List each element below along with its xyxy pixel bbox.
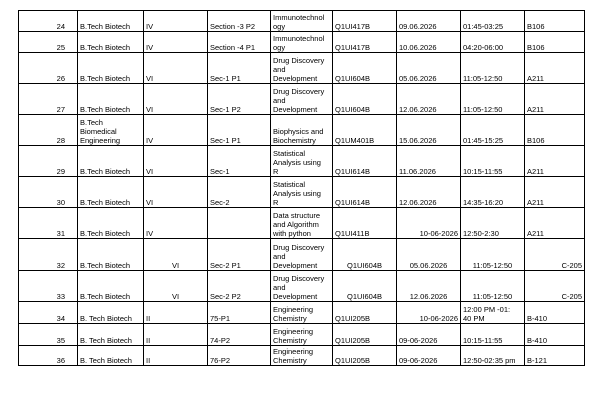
cell-course: Statistical Analysis using R xyxy=(271,177,333,208)
cell-sno: 27 xyxy=(19,84,78,115)
cell-section: 76-P2 xyxy=(208,346,271,366)
cell-course: Drug Discovery and Development xyxy=(271,53,333,84)
cell-sno: 32 xyxy=(19,239,78,271)
cell-code: Q1UM401B xyxy=(333,115,397,146)
cell-program: B.Tech Biotech xyxy=(78,53,144,84)
cell-time: 11:05-12:50 xyxy=(461,84,525,115)
cell-section: Sec-1 xyxy=(208,146,271,177)
cell-date: 12.06.2026 xyxy=(397,271,461,302)
cell-course: Drug Discovery and Development xyxy=(271,84,333,115)
exam-schedule-table xyxy=(18,10,585,366)
cell-code: Q1UI604B xyxy=(333,84,397,115)
cell-time: 10:15-11:55 xyxy=(461,146,525,177)
cell-room: B-410 xyxy=(525,302,585,324)
cell-section: Section -4 P1 xyxy=(208,32,271,53)
cell-code: Q1UI205B xyxy=(333,346,397,366)
cell-code: Q1UI604B xyxy=(333,271,397,302)
cell-course: Immunotechnol ogy xyxy=(271,32,333,53)
cell-code: Q1UI417B xyxy=(333,32,397,53)
cell-course: Drug Discovery and Development xyxy=(271,239,333,271)
cell-section: Sec-2 P2 xyxy=(208,271,271,302)
cell-time: 12:00 PM -01: 40 PM xyxy=(461,302,525,324)
cell-section: 75-P1 xyxy=(208,302,271,324)
cell-program: B.Tech Biotech xyxy=(78,32,144,53)
cell-sno: 35 xyxy=(19,324,78,346)
cell-date: 05.06.2026 xyxy=(397,239,461,271)
table-row xyxy=(19,324,585,346)
table-row xyxy=(19,239,585,271)
table-row xyxy=(19,84,585,115)
cell-section: Sec-2 P1 xyxy=(208,239,271,271)
cell-time: 11:05-12:50 xyxy=(461,239,525,271)
cell-code: Q1UI205B xyxy=(333,324,397,346)
cell-section: 74-P2 xyxy=(208,324,271,346)
cell-date: 15.06.2026 xyxy=(397,115,461,146)
cell-program: B.Tech Biotech xyxy=(78,11,144,32)
cell-date: 09-06-2026 xyxy=(397,324,461,346)
cell-code: Q1UI614B xyxy=(333,146,397,177)
cell-course: Data structure and Algorithm with python xyxy=(271,208,333,239)
cell-date: 05.06.2026 xyxy=(397,53,461,84)
cell-date: 10.06.2026 xyxy=(397,32,461,53)
cell-sem: IV xyxy=(144,32,208,53)
cell-program: B.Tech Biotech xyxy=(78,208,144,239)
table-row xyxy=(19,53,585,84)
cell-room: A211 xyxy=(525,208,585,239)
cell-room: A211 xyxy=(525,177,585,208)
table-row xyxy=(19,32,585,53)
cell-date: 11.06.2026 xyxy=(397,146,461,177)
cell-sno: 30 xyxy=(19,177,78,208)
table-row xyxy=(19,302,585,324)
cell-room: C-205 xyxy=(525,271,585,302)
cell-program: B. Tech Biotech xyxy=(78,302,144,324)
cell-room: C-205 xyxy=(525,239,585,271)
cell-room: A211 xyxy=(525,53,585,84)
cell-sem: VI xyxy=(144,146,208,177)
table-row xyxy=(19,115,585,146)
cell-sno: 33 xyxy=(19,271,78,302)
cell-time: 14:35-16:20 xyxy=(461,177,525,208)
cell-course: Immunotechnol ogy xyxy=(271,11,333,32)
table-row xyxy=(19,271,585,302)
cell-date: 09.06.2026 xyxy=(397,11,461,32)
cell-course: Engineering Chemistry xyxy=(271,302,333,324)
cell-sno: 24 xyxy=(19,11,78,32)
cell-sem: IV xyxy=(144,208,208,239)
cell-room: B106 xyxy=(525,115,585,146)
cell-time: 12:50-02:35 pm xyxy=(461,346,525,366)
cell-date: 09-06-2026 xyxy=(397,346,461,366)
cell-sno: 28 xyxy=(19,115,78,146)
cell-section: Sec-1 P1 xyxy=(208,53,271,84)
cell-sno: 31 xyxy=(19,208,78,239)
cell-course: Engineering Chemistry xyxy=(271,324,333,346)
cell-sem: II xyxy=(144,324,208,346)
cell-code: Q1UI417B xyxy=(333,11,397,32)
cell-program: B.Tech Biomedical Engineering xyxy=(78,115,144,146)
cell-sno: 26 xyxy=(19,53,78,84)
cell-section: Sec-2 xyxy=(208,177,271,208)
cell-section: Sec-1 P1 xyxy=(208,115,271,146)
cell-sem: II xyxy=(144,346,208,366)
cell-sno: 25 xyxy=(19,32,78,53)
cell-date: 12.06.2026 xyxy=(397,84,461,115)
cell-sem: IV xyxy=(144,11,208,32)
cell-sem: IV xyxy=(144,115,208,146)
cell-time: 11:05-12:50 xyxy=(461,53,525,84)
cell-code: Q1UI205B xyxy=(333,302,397,324)
cell-course: Engineering Chemistry xyxy=(271,346,333,366)
cell-program: B.Tech Biotech xyxy=(78,177,144,208)
table-body xyxy=(19,11,585,366)
cell-sno: 36 xyxy=(19,346,78,366)
cell-room: B-121 xyxy=(525,346,585,366)
cell-sem: VI xyxy=(144,84,208,115)
cell-time: 01:45-03:25 xyxy=(461,11,525,32)
cell-section: Sec-1 P2 xyxy=(208,84,271,115)
cell-sem: VI xyxy=(144,53,208,84)
cell-time: 12:50-2:30 xyxy=(461,208,525,239)
cell-room: B106 xyxy=(525,11,585,32)
cell-sno: 34 xyxy=(19,302,78,324)
cell-course: Biophysics and Biochemistry xyxy=(271,115,333,146)
cell-section xyxy=(208,208,271,239)
cell-time: 11:05-12:50 xyxy=(461,271,525,302)
cell-code: Q1UI614B xyxy=(333,177,397,208)
cell-room: A211 xyxy=(525,146,585,177)
cell-sem: VI xyxy=(144,271,208,302)
cell-sno: 29 xyxy=(19,146,78,177)
cell-room: B-410 xyxy=(525,324,585,346)
cell-course: Statistical Analysis using R xyxy=(271,146,333,177)
table-row xyxy=(19,146,585,177)
cell-code: Q1UI604B xyxy=(333,239,397,271)
cell-section: Section -3 P2 xyxy=(208,11,271,32)
cell-date: 10-06-2026 xyxy=(397,208,461,239)
cell-program: B. Tech Biotech xyxy=(78,324,144,346)
cell-room: B106 xyxy=(525,32,585,53)
cell-sem: VI xyxy=(144,239,208,271)
table-row xyxy=(19,11,585,32)
table-row xyxy=(19,346,585,366)
cell-program: B. Tech Biotech xyxy=(78,346,144,366)
cell-time: 04:20-06:00 xyxy=(461,32,525,53)
cell-program: B.Tech Biotech xyxy=(78,239,144,271)
cell-sem: II xyxy=(144,302,208,324)
cell-course: Drug Discovery and Development xyxy=(271,271,333,302)
cell-program: B.Tech Biotech xyxy=(78,84,144,115)
cell-date: 12.06.2026 xyxy=(397,177,461,208)
table-row xyxy=(19,208,585,239)
cell-room: A211 xyxy=(525,84,585,115)
cell-sem: VI xyxy=(144,177,208,208)
cell-code: Q1UI604B xyxy=(333,53,397,84)
cell-time: 01:45-15:25 xyxy=(461,115,525,146)
cell-date: 10-06-2026 xyxy=(397,302,461,324)
cell-program: B.Tech Biotech xyxy=(78,146,144,177)
cell-time: 10:15-11:55 xyxy=(461,324,525,346)
cell-code: Q1UI411B xyxy=(333,208,397,239)
table-row xyxy=(19,177,585,208)
cell-program: B.Tech Biotech xyxy=(78,271,144,302)
